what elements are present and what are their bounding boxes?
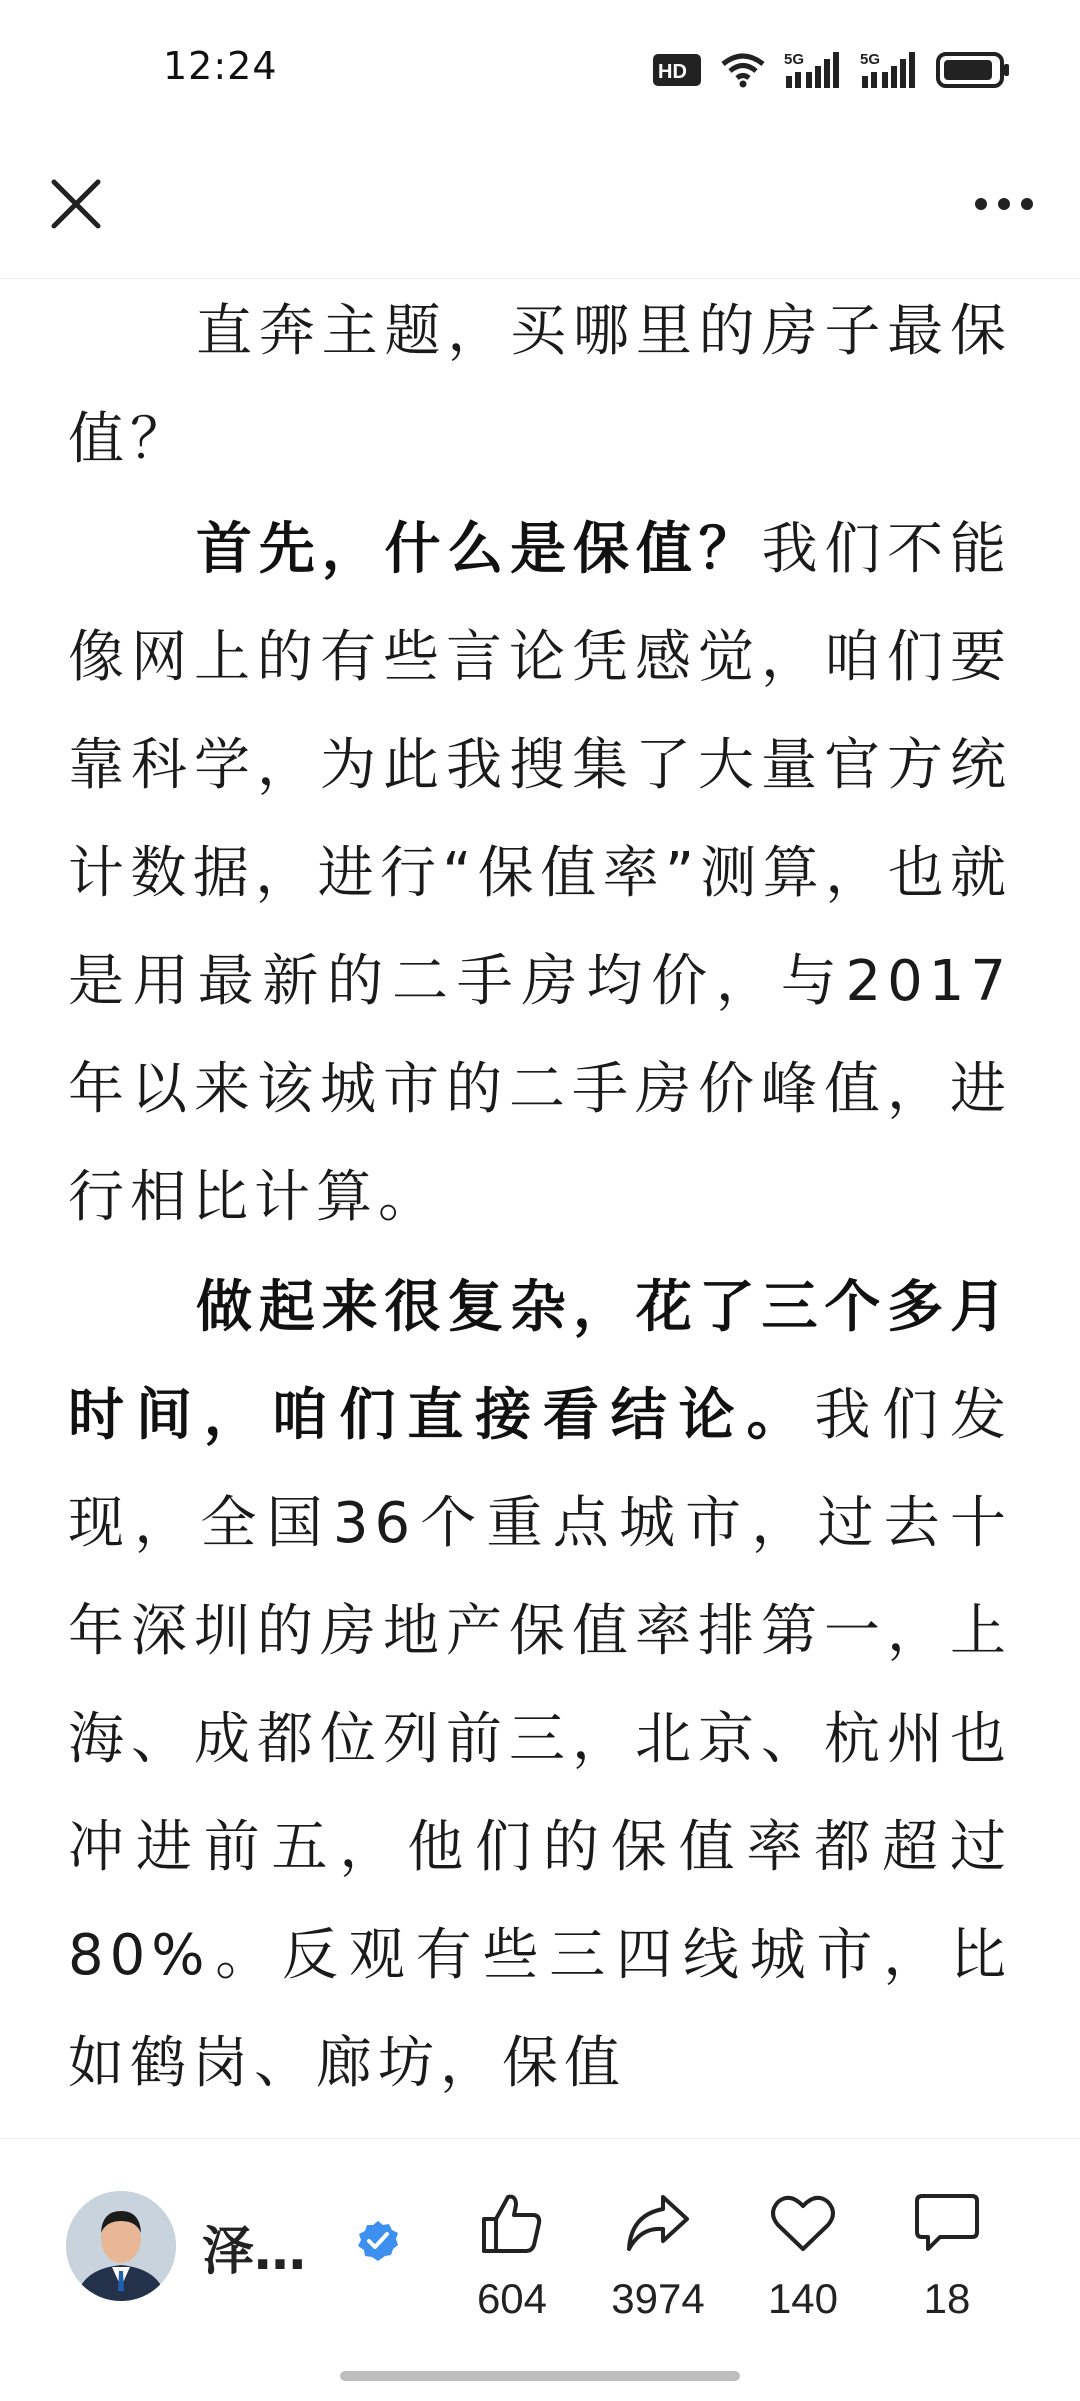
verified-badge-icon	[356, 2219, 400, 2263]
favorite-button[interactable]	[733, 2183, 873, 2323]
share-button[interactable]	[588, 2183, 728, 2323]
comment-button[interactable]	[877, 2183, 1017, 2323]
heart-icon	[733, 2183, 873, 2263]
paragraph-3-text: 我们发现，全国36个重点城市，过去十年深圳的房地产保值率排第一，上海、成都位列前三，北京、杭州也冲进前五，他们的保值率都超过80%。反观有些三四线城市，比如鹤岗、廊坊，保值	[68, 1383, 1012, 2096]
home-indicator[interactable]	[340, 2371, 740, 2381]
favorite-count: 140	[767, 2275, 839, 2322]
wifi-icon	[720, 52, 766, 88]
author-name[interactable]: 泽…	[202, 2222, 307, 2282]
share-count: 3974	[611, 2275, 705, 2322]
hd-icon	[652, 53, 702, 87]
svg-text:5G: 5G	[860, 51, 881, 68]
paragraph-3-heading: 做起来很复杂，花了三个多月时间，咱们直接看结论。	[68, 1275, 1012, 1448]
paragraph-2-text: 我们不能像网上的有些言论凭感觉，咱们要靠科学，为此我搜集了大量官方统计数据，进行“保值率”测算，也就是用最新的二手房均价，与2017年以来该城市的二手房价峰值，进行相比计算。	[68, 517, 1012, 1230]
svg-text:HD: HD	[658, 61, 687, 83]
comment-icon	[877, 2183, 1017, 2263]
paragraph-3	[68, 1254, 1012, 2118]
status-bar	[0, 0, 1080, 140]
battery-icon	[936, 52, 1010, 88]
more-button[interactable]	[964, 166, 1044, 246]
paragraph-1-text: 直奔主题，买哪里的房子最保值？	[68, 299, 1012, 472]
author-avatar[interactable]	[66, 2191, 176, 2301]
top-bar	[0, 140, 1080, 279]
more-icon	[973, 196, 1035, 216]
paragraph-2-heading: 首先，什么是保值？	[196, 517, 762, 582]
close-button[interactable]	[36, 166, 116, 246]
close-icon	[50, 178, 102, 234]
like-button[interactable]	[442, 2183, 582, 2323]
comment-count: 18	[923, 2275, 971, 2322]
paragraph-2	[68, 496, 1012, 1252]
bottom-bar	[0, 2138, 1080, 2401]
signal-5g-icon	[784, 50, 842, 90]
thumbs-up-icon	[442, 2183, 582, 2263]
status-time: 12:24	[163, 44, 278, 88]
like-count: 604	[476, 2275, 548, 2322]
article-body	[68, 278, 1012, 2138]
share-icon	[588, 2183, 728, 2263]
svg-text:5G: 5G	[784, 51, 805, 68]
status-icons	[652, 50, 1010, 90]
signal-5g-icon-2	[860, 50, 918, 90]
paragraph-1	[68, 278, 1012, 494]
